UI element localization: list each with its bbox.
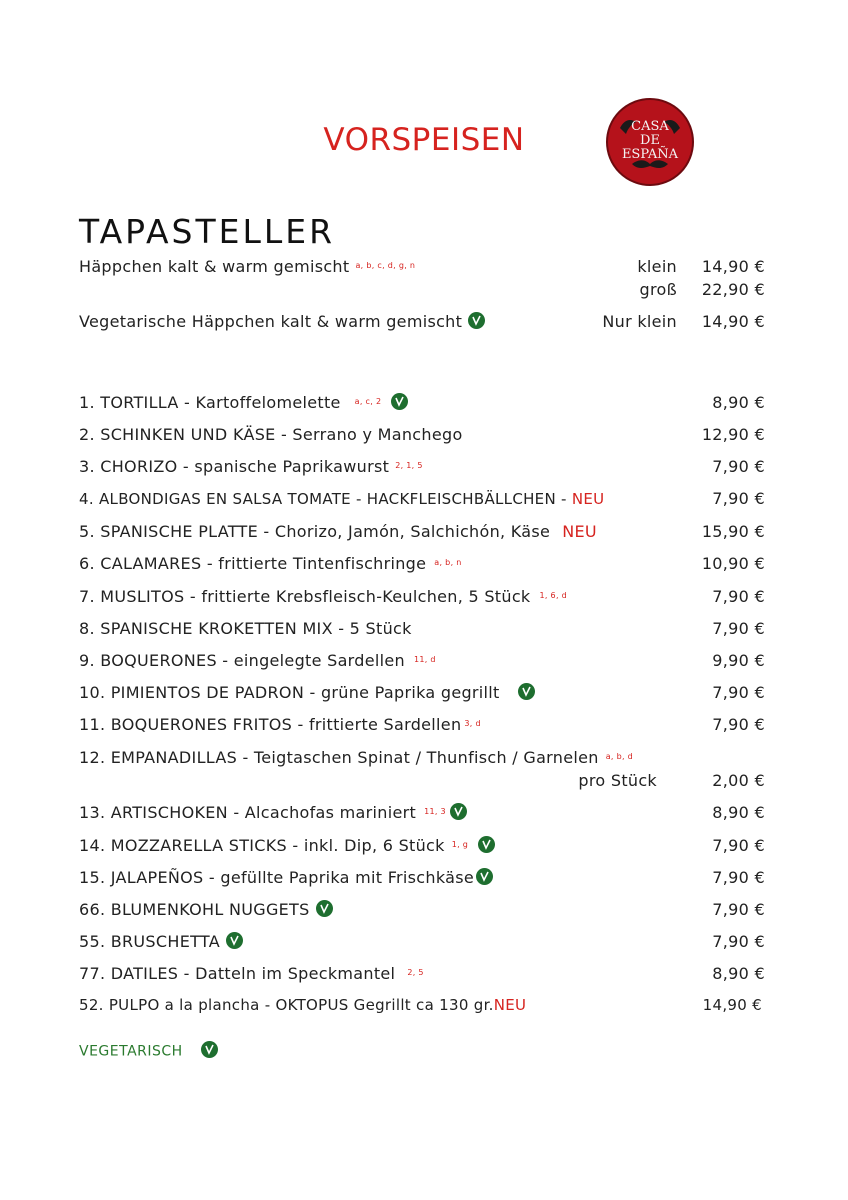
item-name-text: 77. DATILES - Datteln im Speckmantel	[79, 964, 396, 983]
item-price: 14,90 €	[701, 257, 765, 276]
item-price: 7,90 €	[712, 683, 765, 702]
menu-row	[79, 551, 765, 577]
portion-size: Nur klein	[602, 312, 677, 331]
item-name	[79, 519, 597, 545]
vegetarian-icon	[391, 393, 408, 410]
logo-text-espana: ESPAÑA	[621, 147, 679, 162]
item-name	[79, 800, 467, 827]
menu-row	[79, 454, 765, 480]
item-price: 7,90 €	[712, 587, 765, 606]
item-price: 7,90 €	[712, 836, 765, 855]
logo-text-de: DE	[640, 133, 660, 148]
legend-label: VEGETARISCH	[79, 1043, 183, 1060]
logo-emblem	[606, 98, 694, 186]
menu-row	[79, 680, 765, 706]
item-name	[79, 551, 462, 578]
allergens: 11, 3	[424, 806, 446, 816]
new-badge: NEU	[571, 490, 605, 508]
page-title: VORSPEISEN	[323, 122, 525, 158]
menu-row	[79, 800, 765, 826]
menu-row	[79, 648, 765, 674]
menu-row	[79, 992, 765, 1018]
item-price: 7,90 €	[712, 715, 765, 734]
menu-row	[79, 616, 765, 642]
new-badge: NEU	[562, 522, 597, 541]
section-title: TAPASTELLER	[79, 212, 336, 251]
item-name-text: 12. EMPANADILLAS - Teigtaschen Spinat / Thunfisch / Garnelen	[79, 748, 599, 767]
casa-de-espana-logo	[606, 98, 694, 186]
item-name	[79, 712, 481, 739]
item-price: 22,90 €	[701, 280, 765, 299]
item-name-text: 6. CALAMARES - frittierte Tintenfischringe	[79, 554, 427, 573]
vegetarian-icon	[226, 932, 243, 949]
allergens: a, c, 2	[354, 396, 382, 406]
vegetarian-icon	[478, 836, 495, 853]
vegetarian-icon	[450, 803, 467, 820]
item-price: 7,90 €	[712, 900, 765, 919]
menu-row	[79, 768, 765, 794]
portion-size: groß	[639, 280, 677, 299]
vegetarian-icon	[316, 900, 333, 917]
item-name	[79, 390, 408, 417]
item-name	[79, 454, 423, 481]
vegetarian-icon	[518, 683, 535, 700]
item-price: 8,90 €	[712, 803, 765, 822]
item-name	[79, 680, 535, 706]
allergens: a, b, c, d, g, n	[355, 260, 416, 270]
item-price: 15,90 €	[701, 522, 765, 541]
item-name: 2. SCHINKEN UND KÄSE - Serrano y Manchego	[79, 425, 463, 444]
menu-row	[79, 486, 765, 512]
menu-row	[79, 961, 765, 987]
item-price: 14,90 €	[702, 996, 762, 1014]
menu-row	[79, 929, 765, 955]
item-name	[79, 486, 604, 512]
item-price: 7,90 €	[712, 489, 765, 508]
item-price: 12,90 €	[701, 425, 765, 444]
item-price: 10,90 €	[701, 554, 765, 573]
allergens: 1, 6, d	[539, 590, 568, 600]
item-name-text: 55. BRUSCHETTA	[79, 932, 220, 951]
new-badge: NEU	[493, 996, 527, 1014]
menu-row	[79, 833, 765, 859]
item-name-text: 66. BLUMENKOHL NUGGETS	[79, 900, 310, 919]
item-name	[79, 584, 567, 611]
item-price: 7,90 €	[712, 868, 765, 887]
allergens: 2, 5	[407, 967, 424, 977]
menu-row	[79, 277, 765, 303]
item-name-text: Häppchen kalt & warm gemischt	[79, 257, 350, 276]
item-name-text: 9. BOQUERONES - eingelegte Sardellen	[79, 651, 405, 670]
item-name	[79, 992, 526, 1018]
item-name	[79, 833, 495, 860]
item-price: 7,90 €	[712, 932, 765, 951]
menu-row	[79, 519, 765, 545]
item-price: 7,90 €	[712, 619, 765, 638]
item-name	[79, 865, 493, 891]
logo-text-casa: CASA	[631, 119, 669, 134]
allergens: 2, 1, 5	[395, 460, 423, 470]
item-name-text: 7. MUSLITOS - frittierte Krebsfleisch-Keulchen, 5 Stück	[79, 587, 531, 606]
portion-size: pro Stück	[578, 771, 657, 790]
item-price: 14,90 €	[701, 312, 765, 331]
item-price: 9,90 €	[712, 651, 765, 670]
allergens: a, b, d	[605, 751, 634, 761]
item-name-text: 10. PIMIENTOS DE PADRON - grüne Paprika gegrillt	[79, 683, 500, 702]
item-price: 7,90 €	[712, 457, 765, 476]
item-name	[79, 897, 333, 923]
item-name	[79, 648, 436, 675]
menu-row	[79, 897, 765, 923]
item-name	[79, 961, 424, 988]
item-name-text: 4. ALBONDIGAS EN SALSA TOMATE - HACKFLEISCHBÄLLCHEN -	[79, 490, 572, 508]
allergens: 1, g	[451, 839, 469, 849]
item-name-text: Vegetarische Häppchen kalt & warm gemischt	[79, 312, 463, 331]
vegetarian-icon	[201, 1041, 218, 1058]
item-name-text: 14. MOZZARELLA STICKS - inkl. Dip, 6 Stück	[79, 836, 445, 855]
vegetarian-legend	[79, 1043, 218, 1060]
menu-row	[79, 422, 765, 448]
item-name-text: 15. JALAPEÑOS - gefüllte Paprika mit Frischkäse	[79, 868, 475, 887]
menu-row	[79, 390, 765, 416]
item-name: 8. SPANISCHE KROKETTEN MIX - 5 Stück	[79, 619, 412, 638]
allergens: a, b, n	[434, 557, 462, 567]
item-name-text: 13. ARTISCHOKEN - Alcachofas mariniert	[79, 803, 417, 822]
item-price: 2,00 €	[712, 771, 765, 790]
menu-row	[79, 584, 765, 610]
item-name	[79, 929, 243, 955]
vegetarian-icon	[476, 868, 493, 885]
menu-row	[79, 712, 765, 738]
item-name-text: 11. BOQUERONES FRITOS - frittierte Sardellen	[79, 715, 462, 734]
item-name-text: 52. PULPO a la plancha - OKTOPUS Gegrillt ca 130 gr.	[79, 996, 494, 1014]
item-name-text: 1. TORTILLA - Kartoffelomelette	[79, 393, 341, 412]
item-name-text: 3. CHORIZO - spanische Paprikawurst	[79, 457, 390, 476]
portion-size: klein	[637, 257, 677, 276]
item-price: 8,90 €	[712, 393, 765, 412]
item-name-text: 5. SPANISCHE PLATTE - Chorizo, Jamón, Salchichón, Käse	[79, 522, 551, 541]
allergens: 11, d	[413, 654, 436, 664]
vegetarian-icon	[468, 312, 485, 329]
menu-row	[79, 309, 765, 335]
menu-row	[79, 865, 765, 891]
item-name	[79, 309, 485, 335]
item-price: 8,90 €	[712, 964, 765, 983]
allergens: 3, d	[464, 718, 481, 728]
